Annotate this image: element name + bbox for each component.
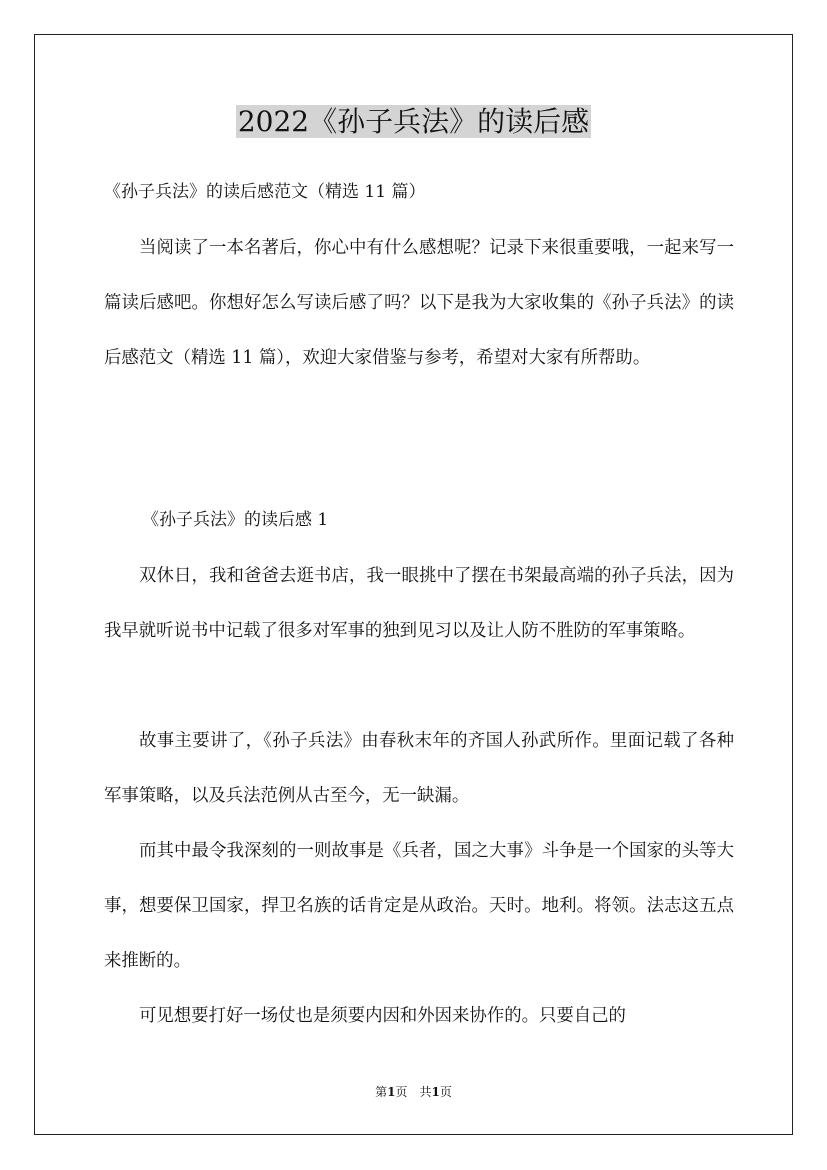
document-title-text: 2022《孙子兵法》的读后感	[237, 105, 590, 138]
section-heading: 《孙子兵法》的读后感 1	[142, 510, 329, 530]
intro-paragraph: 当阅读了一本名著后，你心中有什么感想呢？记录下来很重要哦，一起来写一篇读后感吧。你想好怎么写读后感了吗？以下是我为大家收集的《孙子兵法》的读后感范文（精选 11 篇），欢迎大家借鉴与参考，希望对大家有所帮助。	[104, 238, 734, 368]
document-title	[0, 102, 827, 142]
footer-mid: 页 共	[395, 1085, 432, 1099]
body-paragraph-4: 可见想要打好一场仗也是须要内因和外因来协作的。只要自己的	[139, 1006, 626, 1026]
document-subtitle: 《孙子兵法》的读后感范文（精选 11 篇）	[104, 182, 426, 202]
footer-page-current: 1	[387, 1085, 396, 1099]
footer-suffix: 页	[439, 1085, 452, 1099]
footer-prefix: 第	[375, 1085, 388, 1099]
body-paragraph-2: 故事主要讲了，《孙子兵法》由春秋末年的齐国人孙武所作。里面记载了各种军事策略，以及兵法范例从古至今，无一缺漏。	[104, 731, 734, 806]
footer-page-total: 1	[431, 1085, 440, 1099]
body-paragraph-1: 双休日，我和爸爸去逛书店，我一眼挑中了摆在书架最高端的孙子兵法，因为我早就听说书中记载了很多对军事的独到见习以及让人防不胜防的军事策略。	[104, 566, 734, 641]
page-footer	[0, 1082, 827, 1102]
body-paragraph-3: 而其中最令我深刻的一则故事是《兵者，国之大事》斗争是一个国家的头等大事，想要保卫国家，捍卫名族的话肯定是从政治。天时。地利。将领。法志这五点来推断的。	[104, 841, 734, 971]
